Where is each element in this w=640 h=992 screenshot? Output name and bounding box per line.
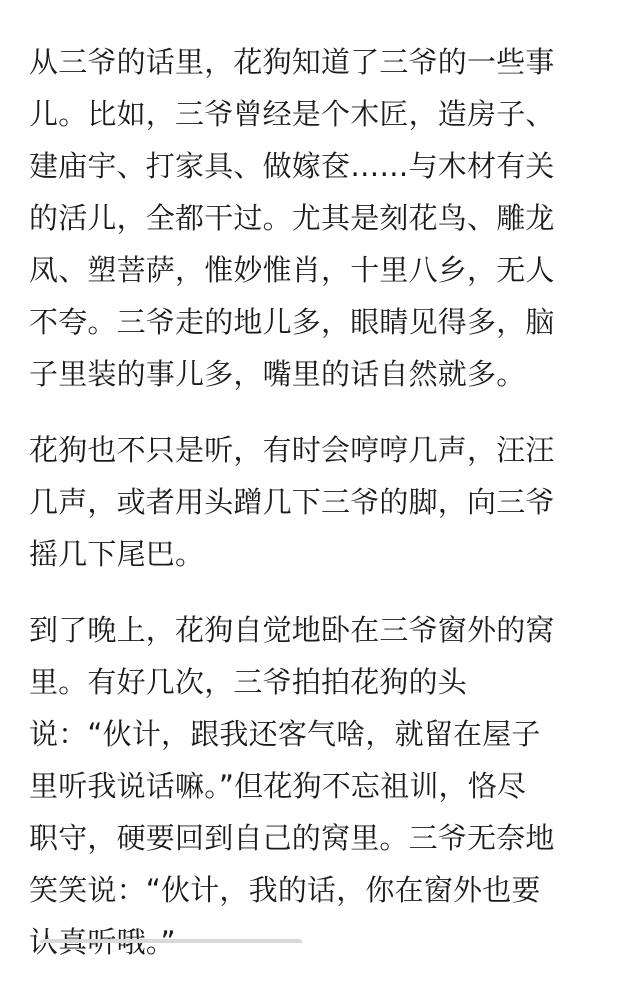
text-line: 说：“伙计，跟我还客气啥，就留在屋子 <box>29 717 541 751</box>
text-line: 里听我说话嘛。”但花狗不忘祖训，恪尽 <box>29 769 527 803</box>
text-line: 子里装的事儿多，嘴里的话自然就多。 <box>29 357 526 391</box>
text-line: 凤、塑菩萨，惟妙惟肖，十里八乡，无人 <box>29 253 555 287</box>
text-line: 里。有好几次，三爷拍拍花狗的头 <box>29 665 468 699</box>
text-line: 笑笑说：“伙计，我的话，你在窗外也要 <box>29 873 541 907</box>
text-line: 儿。比如，三爷曾经是个木匠，造房子、 <box>29 97 555 131</box>
text-line: 摇几下尾巴。 <box>29 537 205 571</box>
text-line: 职守，硬要回到自己的窝里。三爷无奈地 <box>29 821 555 855</box>
text-line: 的活儿，全都干过。尤其是刻花鸟、雕龙 <box>29 201 555 235</box>
text-line: 花狗也不只是听，有时会哼哼几声，汪汪 <box>29 433 555 467</box>
paragraph-2 <box>29 424 619 580</box>
next-content-peek <box>0 936 640 943</box>
text-line: 到了晚上，花狗自觉地卧在三爷窗外的窝 <box>29 613 555 647</box>
text-line: 建庙宇、打家具、做嫁奁……与木材有关 <box>29 149 555 183</box>
article-body <box>29 36 619 992</box>
paragraph-1 <box>29 36 619 400</box>
image-placeholder-edge <box>40 939 302 943</box>
text-line: 认真听哦。” <box>29 925 176 959</box>
paragraph-3 <box>29 604 619 968</box>
text-line: 几声，或者用头蹭几下三爷的脚，向三爷 <box>29 485 555 519</box>
text-line: 不夸。三爷走的地儿多，眼睛见得多，脑 <box>29 305 555 339</box>
text-line: 从三爷的话里，花狗知道了三爷的一些事 <box>29 45 555 79</box>
